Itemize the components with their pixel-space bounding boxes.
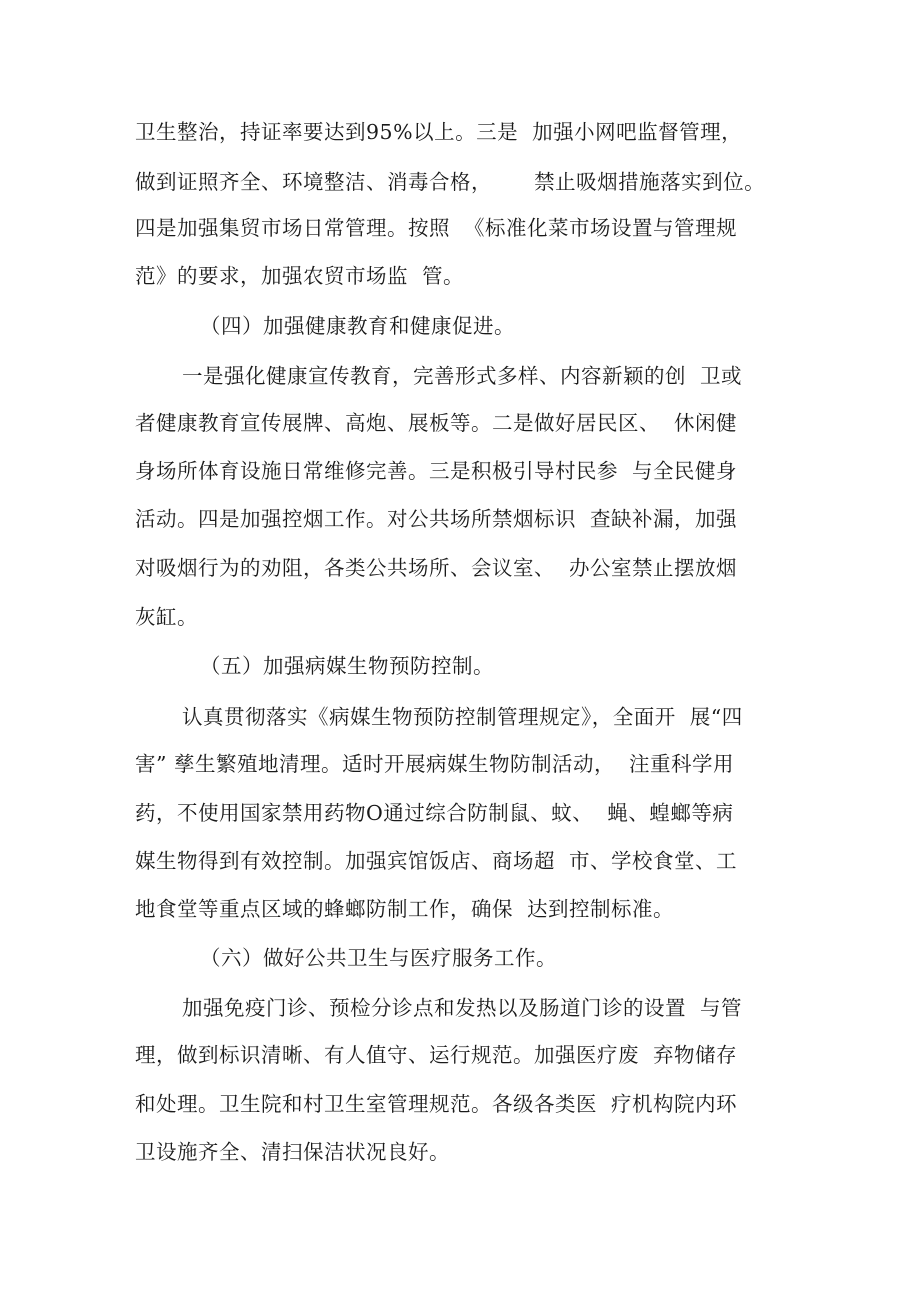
text-line: 对吸烟行为的劝阻，各类公共场所、会议室、 办公室禁止摆放烟 <box>135 556 738 580</box>
text-line: 身场所体育设施日常维修完善。三是积极引导村民参 与全民健身 <box>135 459 738 483</box>
text-line: 四是加强集贸市场日常管理。按照 《标准化菜市场设置与管理规 <box>135 216 738 240</box>
text-line: 地食堂等重点区域的蜂螂防制工作，确保 达到控制标准。 <box>135 897 675 921</box>
text-line: 害” 孳生繁殖地清理。适时开展病媒生物防制活动， 注重科学用 <box>135 752 735 776</box>
text-line: 范》的要求，加强农贸市场监 管。 <box>135 264 465 288</box>
text-line: 做到证照齐全、环境整洁、消毒合格， 禁止吸烟措施落实到位。 <box>135 170 766 194</box>
text-line: 灰缸。 <box>135 605 198 629</box>
text-line: 认真贯彻落实《病媒生物预防控制管理规定》，全面开 展“四 <box>182 705 743 729</box>
text-line: 和处理。卫生院和村卫生室管理规范。各级各类医 疗机构院内环 <box>135 1092 738 1116</box>
section-heading: （四）加强健康教育和健康促进。 <box>200 314 515 338</box>
text-line: 卫生整治，持证率要达到95%以上。三是 加强小网吧监督管理， <box>135 120 743 144</box>
text-line: 卫设施齐全、清扫保洁状况良好。 <box>135 1140 450 1164</box>
text-line: 者健康教育宣传展牌、高炮、展板等。二是做好居民区、 休闲健 <box>135 411 738 435</box>
section-heading: （五）加强病媒生物预防控制。 <box>200 654 494 678</box>
text-line: 活动。四是加强控烟工作。对公共场所禁烟标识 查缺补漏，加强 <box>135 507 738 531</box>
text-line: 媒生物得到有效控制。加强宾馆饭店、商场超 市、学校食堂、工 <box>135 849 738 873</box>
text-line: 一是强化健康宣传教育，完善形式多样、内容新颖的创 卫或 <box>182 364 743 388</box>
text-line: 理，做到标识清晰、有人值守、运行规范。加强医疗废 弃物储存 <box>135 1043 738 1067</box>
section-heading: （六）做好公共卫生与医疗服务工作。 <box>200 946 557 970</box>
text-line: 加强免疫门诊、预检分诊点和发热以及肠道门诊的设置 与管 <box>182 996 743 1020</box>
text-line: 药，不使用国家禁用药物O通过综合防制鼠、蚊、 蝇、蝗螂等病 <box>135 801 734 825</box>
